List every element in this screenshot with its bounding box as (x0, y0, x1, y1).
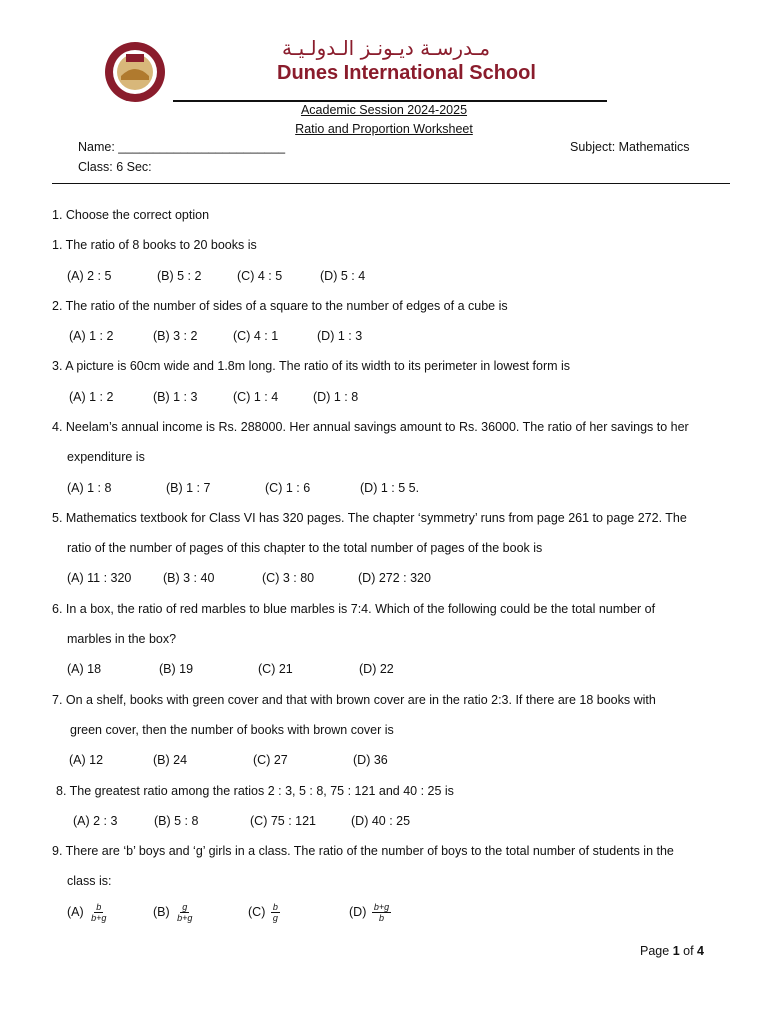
option-a: (A) 1 : 2 (69, 329, 114, 343)
page-prefix: Page (640, 944, 670, 958)
header-divider (173, 100, 607, 102)
fraction (271, 902, 280, 923)
page-total: 4 (697, 944, 704, 958)
option-c: (C) 1 : 4 (233, 390, 279, 404)
option-a (67, 902, 108, 923)
page-of: of (683, 944, 694, 958)
question-6-continued: marbles in the box? (67, 632, 177, 646)
option-a: (A) 1 : 2 (69, 390, 114, 404)
option-d (349, 902, 391, 923)
numerator: b+g (373, 902, 390, 912)
option-a: (A) 1 : 8 (67, 481, 112, 495)
question-9: 9. There are ‘b’ boys and ‘g’ girls in a class. The ratio of the number of boys to the total number of students in the (52, 844, 674, 858)
denominator: b (378, 913, 384, 923)
question-7: 7. On a shelf, books with green cover and that with brown cover are in the ratio 2:3. If there are 18 books with (52, 693, 656, 707)
school-logo (100, 40, 170, 104)
question-6: 6. In a box, the ratio of red marbles to blue marbles is 7:4. Which of the following could be the total number of (52, 602, 656, 616)
option-c (248, 902, 280, 923)
option-a: (A) 2 : 5 (67, 269, 112, 283)
option-c: (C) 3 : 80 (262, 571, 315, 585)
option-a: (A) 11 : 320 (67, 571, 132, 585)
option-b: (B) 1 : 3 (153, 390, 198, 404)
option-d: (D) 1 : 3 (317, 329, 363, 343)
academic-session: Academic Session 2024-2025 (300, 103, 468, 117)
denominator: g (272, 913, 278, 923)
section-heading: 1. Choose the correct option (52, 208, 210, 222)
denominator: b+g (177, 913, 193, 923)
option-d: (D) 22 (359, 662, 394, 676)
fraction (89, 902, 108, 923)
fraction (175, 902, 194, 923)
option-d: (D) 272 : 320 (358, 571, 431, 585)
option-d: (D) 40 : 25 (351, 814, 411, 828)
option-label: (A) (67, 904, 84, 919)
option-a: (A) 2 : 3 (73, 814, 118, 828)
question-5: 5. Mathematics textbook for Class VI has 320 pages. The chapter ‘symmetry’ runs from page 261 to page 272. The (52, 511, 687, 525)
question-3: 3. A picture is 60cm wide and 1.8m long. The ratio of its width to its perimeter in lowest form is (52, 359, 571, 373)
question-9-continued: class is: (67, 874, 112, 888)
option-b: (B) 3 : 40 (163, 571, 215, 585)
option-c: (C) 4 : 5 (237, 269, 283, 283)
option-b: (B) 5 : 2 (157, 269, 202, 283)
question-2: 2. The ratio of the number of sides of a square to the number of edges of a cube is (52, 299, 508, 313)
page-current: 1 (672, 944, 680, 958)
option-a: (A) 12 (69, 753, 104, 767)
option-d: (D) 36 (353, 753, 388, 767)
header-bottom-divider (52, 183, 730, 184)
question-4-continued: expenditure is (67, 450, 145, 464)
option-c: (C) 4 : 1 (233, 329, 279, 343)
option-d: (D) 1 : 5 5. (360, 481, 420, 495)
numerator: b (96, 902, 102, 912)
option-c: (C) 27 (253, 753, 288, 767)
option-b: (B) 19 (159, 662, 194, 676)
name-field-label: Name: ________________________ (78, 140, 286, 154)
option-c: (C) 75 : 121 (250, 814, 317, 828)
question-1: 1. The ratio of 8 books to 20 books is (52, 238, 257, 252)
option-b: (B) 24 (153, 753, 188, 767)
option-a: (A) 18 (67, 662, 102, 676)
fraction (372, 902, 391, 923)
option-label: (D) (349, 904, 367, 919)
option-label: (C) (248, 904, 266, 919)
option-c: (C) 1 : 6 (265, 481, 311, 495)
option-c: (C) 21 (258, 662, 293, 676)
option-label: (B) (153, 904, 170, 919)
question-4: 4. Neelam’s annual income is Rs. 288000. Her annual savings amount to Rs. 36000. The ratio of her savings to her (52, 420, 689, 434)
school-name-arabic: مـدرسـة ديـونـز الـدولـيـة (282, 36, 491, 60)
option-d: (D) 5 : 4 (320, 269, 366, 283)
option-d: (D) 1 : 8 (313, 390, 359, 404)
numerator: b (272, 902, 278, 912)
option-b (153, 902, 194, 923)
question-8: 8. The greatest ratio among the ratios 2 : 3, 5 : 8, 75 : 121 and 40 : 25 is (56, 784, 454, 798)
question-5-continued: ratio of the number of pages of this chapter to the total number of pages of the book is (67, 541, 543, 555)
worksheet-title: Ratio and Proportion Worksheet (295, 122, 473, 136)
numerator: g (182, 902, 188, 912)
subject-label: Subject: Mathematics (570, 140, 690, 154)
school-name: Dunes International School (277, 62, 536, 84)
option-b: (B) 5 : 8 (154, 814, 199, 828)
question-7-continued: green cover, then the number of books with brown cover is (70, 723, 394, 737)
option-b: (B) 1 : 7 (166, 481, 211, 495)
class-section-label: Class: 6 Sec: (78, 160, 152, 174)
option-b: (B) 3 : 2 (153, 329, 198, 343)
page-number (640, 944, 704, 958)
denominator: b+g (91, 913, 107, 923)
